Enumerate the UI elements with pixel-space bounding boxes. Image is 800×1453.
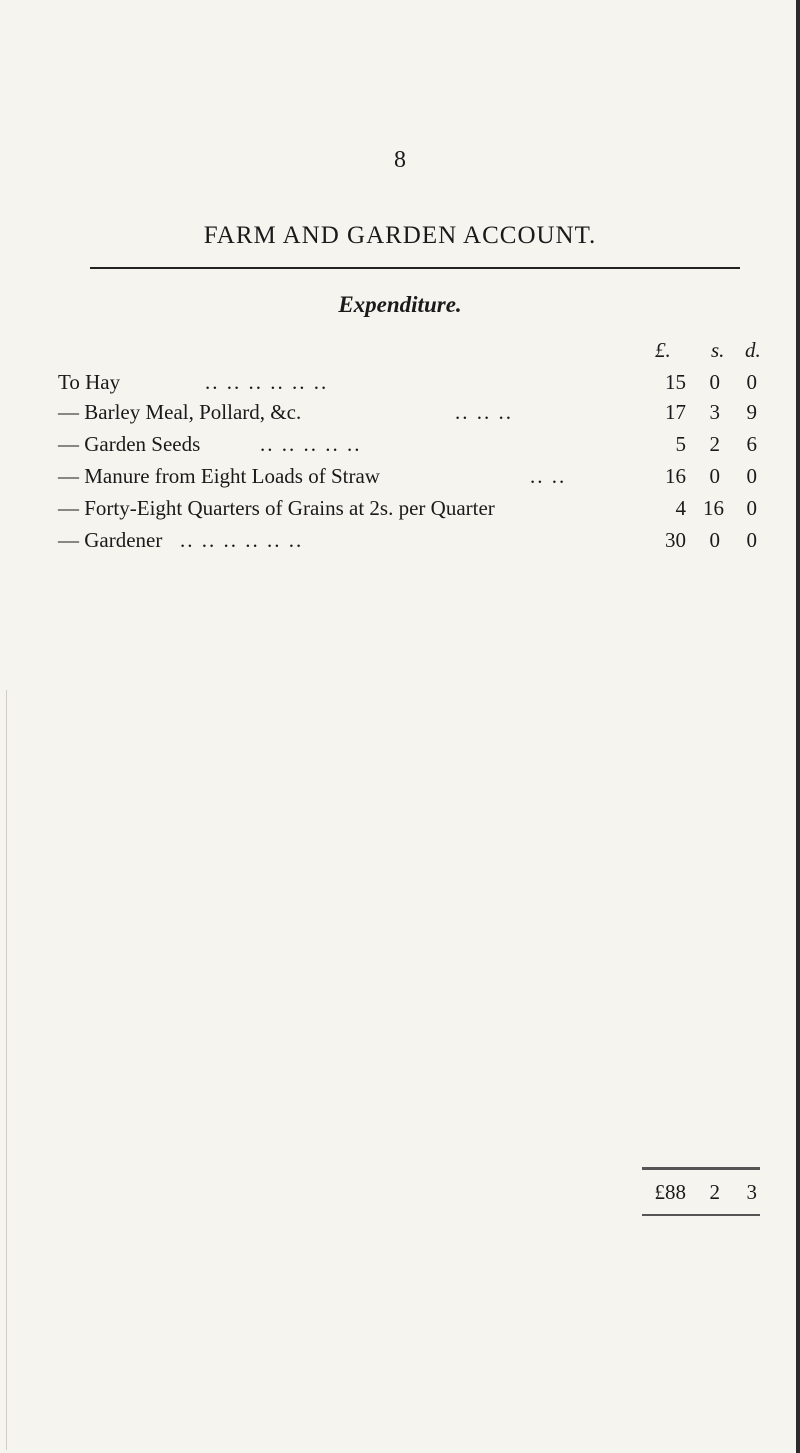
row-label: To Hay	[58, 370, 121, 394]
pence-column-header: d.	[745, 338, 761, 362]
leader-dots: .. .. .. .. .. ..	[205, 370, 329, 394]
total-pounds: £88	[654, 1180, 686, 1204]
account-row	[0, 496, 800, 526]
total-pence: 3	[746, 1180, 757, 1204]
account-row	[0, 528, 800, 558]
account-row	[0, 400, 800, 430]
total-rule-bottom	[642, 1214, 760, 1216]
pounds-value: 4	[675, 496, 686, 520]
page-heading: FARM AND GARDEN ACCOUNT.	[203, 222, 597, 249]
row-label: — Manure from Eight Loads of Straw	[58, 464, 380, 488]
account-row	[0, 432, 800, 462]
leader-dots: .. .. .. .. .. ..	[180, 528, 304, 552]
pounds-value: 30	[665, 528, 686, 552]
pounds-value: 17	[665, 400, 686, 424]
total-shillings: 2	[709, 1180, 720, 1204]
heading-rule	[90, 267, 740, 269]
leader-dots: .. .. ..	[455, 400, 513, 424]
shillings-value: 3	[709, 400, 720, 424]
row-label: — Garden Seeds	[58, 432, 201, 456]
pence-value: 0	[746, 496, 757, 520]
pounds-value: 5	[675, 432, 686, 456]
pence-value: 0	[746, 464, 757, 488]
row-label: — Barley Meal, Pollard, &c.	[58, 400, 302, 424]
pounds-value: 15	[665, 370, 686, 394]
page-crease	[6, 690, 7, 1450]
row-label: — Forty-Eight Quarters of Grains at 2s. per Quarter	[58, 496, 495, 520]
shillings-column-header: s.	[711, 338, 725, 362]
leader-dots: .. .. .. .. ..	[260, 432, 362, 456]
shillings-value: 0	[709, 464, 720, 488]
account-row	[0, 464, 800, 494]
pence-value: 0	[746, 528, 757, 552]
pence-value: 6	[746, 432, 757, 456]
shillings-value: 0	[709, 370, 720, 394]
page-number: 8	[394, 147, 406, 173]
pence-value: 9	[746, 400, 757, 424]
account-row	[0, 370, 800, 400]
shillings-value: 2	[709, 432, 720, 456]
shillings-value: 0	[709, 528, 720, 552]
pence-value: 0	[746, 370, 757, 394]
total-rule-top	[642, 1167, 760, 1170]
pounds-column-header: £.	[655, 338, 671, 362]
pounds-value: 16	[665, 464, 686, 488]
section-title: Expenditure.	[338, 292, 462, 317]
leader-dots: .. ..	[530, 464, 567, 488]
page-edge	[796, 0, 800, 1453]
shillings-value: 16	[703, 496, 724, 520]
row-label: — Gardener	[58, 528, 163, 552]
